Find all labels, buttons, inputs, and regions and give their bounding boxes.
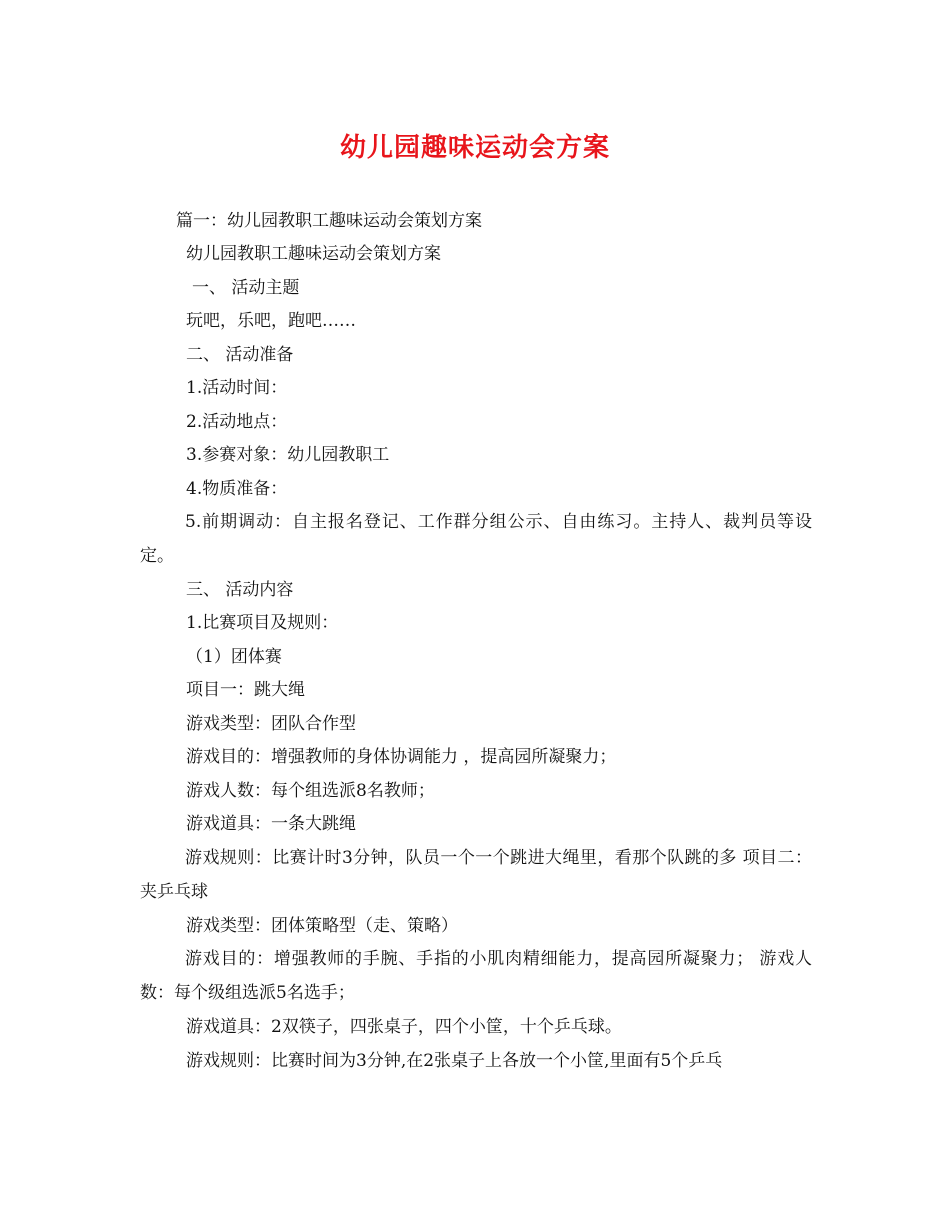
paragraph-line: 游戏人数：每个组选派8名教师； [186, 781, 435, 801]
paragraph-wrapped: 5.前期调动：自主报名登记、工作群分组公示、自由练习。主持人、裁判员等设定。 [140, 512, 812, 566]
paragraph-line: （1）团体赛 [186, 647, 282, 667]
paragraph-line: 项目一：跳大绳 [186, 680, 305, 700]
paragraph-line: 游戏道具：一条大跳绳 [186, 814, 356, 834]
heading-theme: 一、 活动主题 [192, 278, 300, 298]
paragraph-line: 游戏目的：增强教师的身体协调能力 ，提高园所凝聚力； [186, 747, 617, 767]
heading-preparation: 二、 活动准备 [186, 345, 294, 365]
paragraph-line: 3.参赛对象：幼儿园教职工 [186, 445, 390, 465]
paragraph-line: 1.活动时间： [186, 378, 288, 398]
paragraph-wrapped: 游戏规则：比赛计时3分钟，队员一个一个跳进大绳里，看那个队跳的多 项目二：夹乒乓球 [140, 848, 812, 902]
section-heading: 篇一：幼儿园教职工趣味运动会策划方案 [176, 211, 482, 231]
paragraph-line: 游戏道具：2双筷子，四张桌子，四个小筐，十个乒乓球。 [186, 1017, 622, 1037]
paragraph-line: 游戏规则：比赛时间为3分钟,在2张桌子上各放一个小筐,里面有5个乒乓 [186, 1051, 723, 1071]
document-title: 幼儿园趣味运动会方案 [339, 133, 610, 163]
paragraph-line: 玩吧，乐吧，跑吧…… [186, 311, 356, 331]
paragraph-wrapped: 游戏目的：增强教师的手腕、手指的小肌肉精细能力，提高园所凝聚力； 游戏人数：每个级组选派5名选手； [140, 949, 812, 1003]
paragraph-line: 1.比赛项目及规则： [186, 613, 339, 633]
paragraph-line: 2.活动地点： [186, 412, 288, 432]
paragraph-line: 游戏类型：团体策略型（走、策略） [186, 916, 458, 936]
subtitle-line: 幼儿园教职工趣味运动会策划方案 [186, 244, 441, 264]
heading-content: 三、 活动内容 [186, 580, 294, 600]
paragraph-line: 4.物质准备： [186, 479, 288, 499]
paragraph-line: 游戏类型：团队合作型 [186, 714, 356, 734]
